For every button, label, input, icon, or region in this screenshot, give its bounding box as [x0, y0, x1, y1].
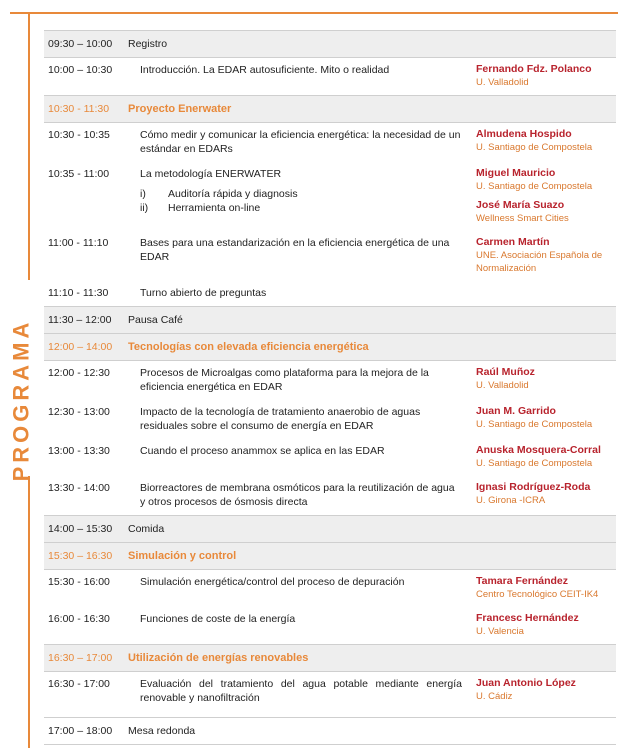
- side-rule-top: [28, 12, 30, 280]
- talk-row: 15:30 - 16:00 Simulación energética/control del proceso de depuración Tamara Fernández Centro Tecnológico CEIT-IK4: [44, 569, 616, 607]
- speaker: Miguel Mauricio U. Santiago de Compostela José María Suazo Wellness Smart Cities: [476, 167, 593, 224]
- program-table: [44, 30, 616, 745]
- talk-row: 11:00 - 11:10 Bases para una estandarización en la eficiencia energética de una EDAR Carmen Martín UNE. Asociación Española de Normalización: [44, 231, 616, 281]
- speaker: Juan Antonio López U. Cádiz: [476, 677, 576, 702]
- talk-row: 16:30 - 17:00 Evaluación del tratamiento del agua potable mediante energía renovable y nanofiltración Juan Antonio López U. Cádiz: [44, 671, 616, 711]
- talk-row: 13:30 - 14:00 Biorreactores de membrana osmóticos para la reutilización de agua y otros procesos de ósmosis directa Ignasi Rodríguez-Roda U. Girona -ICRA: [44, 476, 616, 515]
- sub-item: i) Auditoría rápida y diagnosis: [140, 188, 298, 200]
- talk-row: 12:30 - 13:00 Impacto de la tecnología de tratamiento anaerobio de aguas residuales sobre el consumo de energía en EDAR Juan M. Garrido U. Santiago de Compostela: [44, 400, 616, 439]
- section-header: 10:30 - 11:30 Proyecto Enerwater: [44, 95, 616, 122]
- section-header: 12:00 – 14:00 Tecnologías con elevada eficiencia energética: [44, 333, 616, 360]
- speaker: Fernando Fdz. Polanco U. Valladolid: [476, 63, 592, 88]
- sub-item: ii) Herramienta on-line: [140, 202, 261, 214]
- schedule-row-registro: 09:30 – 10:00 Registro: [44, 30, 616, 57]
- schedule-row-comida: 14:00 – 15:30 Comida: [44, 515, 616, 542]
- speaker: Tamara Fernández Centro Tecnológico CEIT-IK4: [476, 575, 599, 600]
- top-rule: [10, 12, 618, 14]
- talk-row: 10:00 – 10:30 Introducción. La EDAR autosuficiente. Mito o realidad Fernando Fdz. Polanco U. Valladolid: [44, 57, 616, 95]
- speaker: Carmen Martín UNE. Asociación Española de Normalización: [476, 236, 603, 274]
- speaker: Anuska Mosquera-Corral U. Santiago de Compostela: [476, 444, 601, 469]
- talk-row: 13:00 - 13:30 Cuando el proceso anammox se aplica en las EDAR Anuska Mosquera-Corral U. Santiago de Compostela: [44, 439, 616, 476]
- section-header: 16:30 – 17:00 Utilización de energías renovables: [44, 644, 616, 671]
- speaker: Francesc Hernández U. Valencia: [476, 612, 579, 637]
- side-title: PROGRAMA: [8, 318, 33, 482]
- talk-row: 10:35 - 11:00 La metodología ENERWATER i) Auditoría rápida y diagnosis ii) Herramienta on-line Miguel Mauricio U. Santiago de Compostela José María Suazo Wellness Smart Cities: [44, 162, 616, 231]
- schedule-row-pausa: 11:30 – 12:00 Pausa Café: [44, 306, 616, 333]
- talk-row: 10:30 - 10:35 Cómo medir y comunicar la eficiencia energética: la necesidad de un estándar en EDARs Almudena Hospido U. Santiago de Compostela: [44, 122, 616, 162]
- schedule-row-mesa: 17:00 – 18:00 Mesa redonda: [44, 717, 616, 745]
- speaker: Juan M. Garrido U. Santiago de Compostela: [476, 405, 593, 430]
- talk-row: 12:00 - 12:30 Procesos de Microalgas como plataforma para la mejora de la eficiencia energética en EDAR Raúl Muñoz U. Valladolid: [44, 360, 616, 400]
- talk-row: 16:00 - 16:30 Funciones de coste de la energía Francesc Hernández U. Valencia: [44, 607, 616, 644]
- side-rule-bottom: [28, 476, 30, 748]
- speaker: Ignasi Rodríguez-Roda U. Girona -ICRA: [476, 481, 591, 506]
- sub-list: [140, 187, 462, 215]
- speaker: Almudena Hospido U. Santiago de Compostela: [476, 128, 593, 153]
- talk-row: 11:10 - 11:30 Turno abierto de preguntas: [48, 287, 267, 299]
- section-header: 15:30 – 16:30 Simulación y control: [44, 542, 616, 569]
- speaker: Raúl Muñoz U. Valladolid: [476, 366, 535, 391]
